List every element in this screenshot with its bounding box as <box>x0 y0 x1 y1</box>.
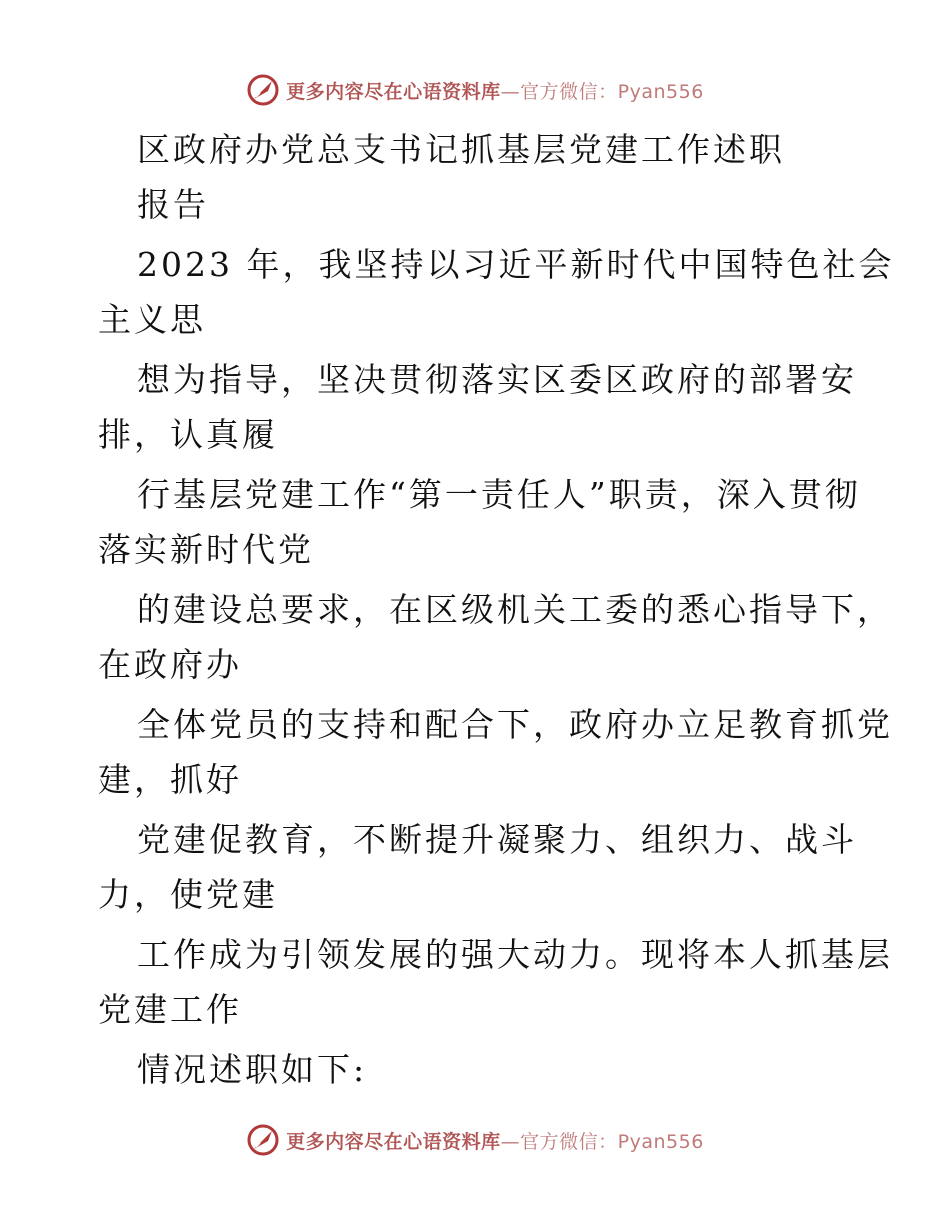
paragraph-line: 的建设总要求，在区级机关工委的悉心指导下， <box>137 590 893 629</box>
watermark-contact: 官方微信：Pyan556 <box>520 80 704 103</box>
paragraph-line: 2023 年，我坚持以习近平新时代中国特色社会 <box>137 245 895 284</box>
paragraph-line: 党建工作 <box>98 990 242 1029</box>
watermark-separator: — <box>500 1130 521 1153</box>
paragraph-line: 情况述职如下: <box>137 1050 368 1089</box>
paragraph-line: 党建促教育，不断提升凝聚力、组织力、战斗 <box>137 820 857 859</box>
paragraph-line: 落实新时代党 <box>98 530 314 569</box>
quill-logo-icon <box>246 1123 280 1157</box>
paragraph-line: 建，抓好 <box>98 760 242 799</box>
document-title-line-1: 区政府办党总支书记抓基层党建工作述职 <box>137 130 785 169</box>
watermark-brand: 更多内容尽在心语资料库 <box>286 1130 501 1153</box>
header-watermark <box>0 70 950 110</box>
watermark-separator: — <box>500 80 521 103</box>
paragraph-line: 在政府办 <box>98 645 242 684</box>
watermark-contact: 官方微信：Pyan556 <box>520 1130 704 1153</box>
document-title-line-2: 报告 <box>137 185 209 224</box>
paragraph-line: 行基层党建工作“第一责任人”职责，深入贯彻 <box>137 475 861 514</box>
paragraph-line: 力，使党建 <box>98 875 278 914</box>
paragraph-line: 想为指导，坚决贯彻落实区委区政府的部署安 <box>137 360 857 399</box>
paragraph-line: 排，认真履 <box>98 415 278 454</box>
paragraph-line: 工作成为引领发展的强大动力。现将本人抓基层 <box>137 935 893 974</box>
quill-logo-icon <box>246 73 280 107</box>
footer-watermark <box>0 1120 950 1160</box>
watermark-brand: 更多内容尽在心语资料库 <box>286 80 501 103</box>
watermark-text <box>286 77 704 104</box>
paragraph-line: 全体党员的支持和配合下，政府办立足教育抓党 <box>137 705 893 744</box>
watermark-text <box>286 1127 704 1154</box>
paragraph-line: 主义思 <box>98 300 206 339</box>
